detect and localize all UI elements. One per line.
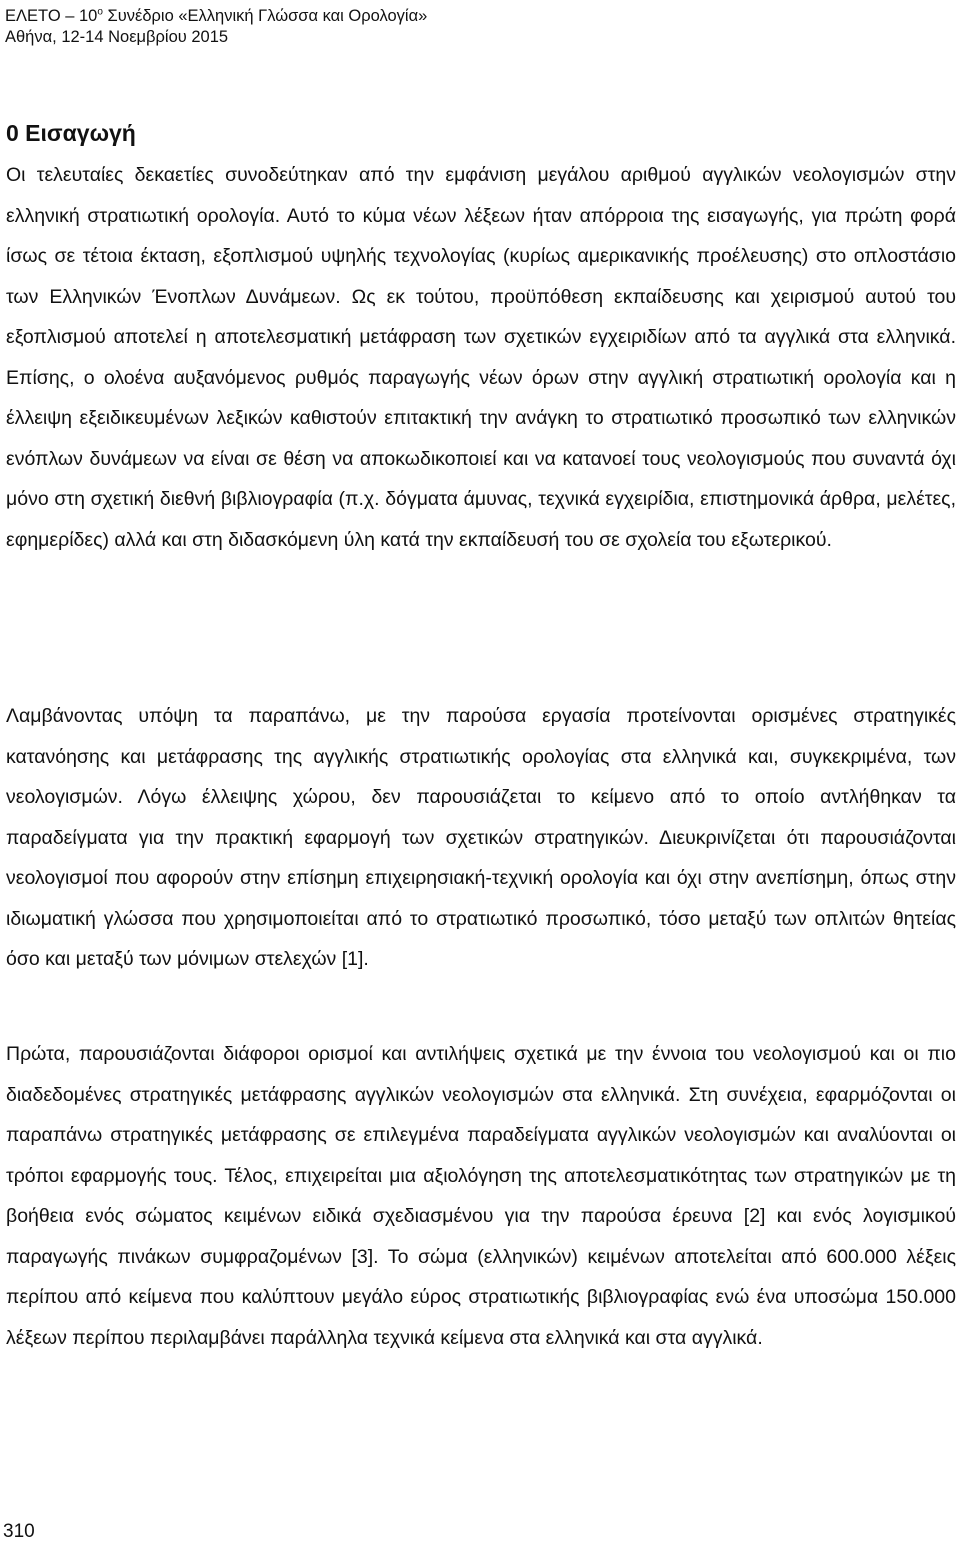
- conference-title: [5, 6, 427, 27]
- paragraph-3: Πρώτα, παρουσιάζονται διάφοροι ορισμοί και αντιλήψεις σχετικά με την έννοια του νεολογισμού και οι πιο διαδεδομένες στρατηγικές μετάφρασης αγγλικών νεολογισμών στα ελληνικά. Στη συνέχεια, εφαρμόζονται οι παραπάνω στρατηγικές μετάφρασης σε επιλεγμένα παραδείγματα αγγλικών νεολογισμών και αναλύονται οι τρόποι εφαρμογής τους. Τέλος, επιχειρείται μια αξιολόγηση της αποτελεσματικότητας των στρατηγικών με τη βοήθεια ενός σώματος κειμένων ειδικά σχεδιασμένου για την παρούσα έρευνα [2] και ενός λογισμικού παραγωγής πινάκων συμφραζομένων [3]. Το σώμα (ελληνικών) κειμένων αποτελείται από 600.000 λέξεις περίπου από κείμενα που καλύπτουν μεγάλο εύρος στρατιωτικής βιβλιογραφίας ενώ ένα υποσώμα 150.000 λέξεων περίπου περιλαμβάνει παράλληλα τεχνικά κείμενα στα ελληνικά και στα αγγλικά.: [6, 1043, 956, 1349]
- section-heading: 0 Εισαγωγή: [6, 120, 136, 146]
- paragraph-1: Οι τελευταίες δεκαετίες συνοδεύτηκαν από την εμφάνιση μεγάλου αριθμού αγγλικών νεολογισμών στην ελληνική στρατιωτική ορολογία. Αυτό το κύμα νέων λέξεων ήταν απόρροια της εισαγωγής, για πρώτη φορά ίσως σε τέτοια έκταση, εξοπλισμού υψηλής τεχνολογίας (κυρίως αμερικανικής προέλευσης) στο οπλοστάσιο των Ελληνικών Ένοπλων Δυνάμεων. Ως εκ τούτου, προϋπόθεση εκπαίδευσης και χειρισμού αυτού του εξοπλισμού αποτελεί η αποτελεσματική μετάφραση των σχετικών εγχειριδίων από τα αγγλικά στα ελληνικά. Επίσης, ο ολοένα αυξανόμενος ρυθμός παραγωγής νέων όρων στην αγγλική στρατιωτική ορολογία και η έλλειψη εξειδικευμένων λεξικών καθιστούν επιτακτική την ανάγκη το στρατιωτικό προσωπικό των ελληνικών ενόπλων δυνάμεων να είναι σε θέση να αποκωδικοποιεί και να κατανοεί τους νεολογισμούς που συναντά όχι μόνο στη σχετική διεθνή βιβλιογραφία (π.χ. δόγματα άμυνας, τεχνικά εγχειρίδια, επιστημονικά άρθρα, μελέτες, εφημερίδες) αλλά και στη διδασκόμενη ύλη κατά την εκπαίδευσή του σε σχολεία του εξωτερικού.: [6, 164, 956, 551]
- page-number: 310: [3, 1521, 35, 1542]
- conference-title-suffix: Συνέδριο «Ελληνική Γλώσσα και Ορολογία»: [102, 7, 428, 25]
- ordinal-superscript: ο: [97, 6, 103, 18]
- conference-place-date: Αθήνα, 12-14 Νοεμβρίου 2015: [5, 28, 229, 46]
- paragraph-2: Λαμβάνοντας υπόψη τα παραπάνω, με την παρούσα εργασία προτείνονται ορισμένες στρατηγικές κατανόησης και μετάφρασης της αγγλικής στρατιωτικής ορολογίας στα ελληνικά και, συγκεκριμένα, των νεολογισμών. Λόγω έλλειψης χώρου, δεν παρουσιάζεται το κείμενο από το οποίο αντλήθηκαν τα παραδείγματα για την πρακτική εφαρμογή των σχετικών στρατηγικών. Διευκρινίζεται ότι παρουσιάζονται νεολογισμοί που αφορούν στην επίσημη επιχειρησιακή-τεχνική ορολογία και όχι στην ανεπίσημη, όπως στην ιδιωματική γλώσσα που χρησιμοποιείται από το στρατιωτικό προσωπικό, τόσο μεταξύ των οπλιτών θητείας όσο και μεταξύ των μόνιμων στελεχών [1].: [6, 705, 956, 970]
- conference-title-prefix: ΕΛΕΤΟ – 10: [5, 7, 98, 25]
- running-header: [5, 6, 427, 48]
